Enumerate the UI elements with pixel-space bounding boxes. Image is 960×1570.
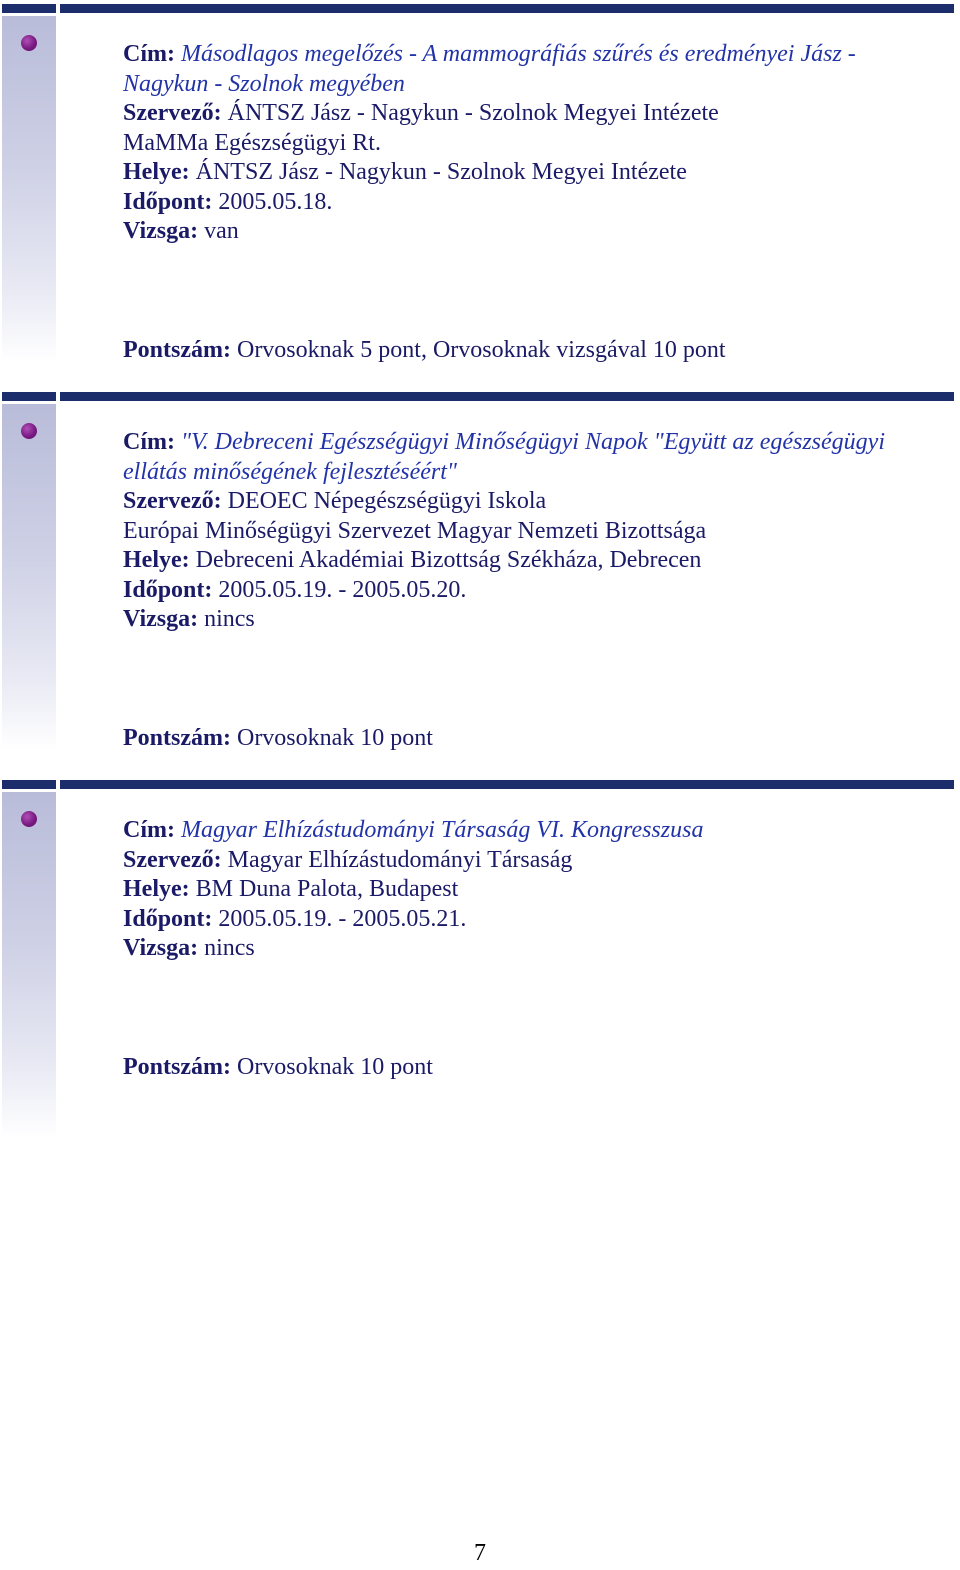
entry-details xyxy=(123,816,953,964)
title-line-2: ellátás minőségének fejlesztéséért" xyxy=(123,458,457,485)
date-line: Időpont: 2005.05.18. xyxy=(123,188,333,215)
bullet-icon xyxy=(21,423,37,439)
title-line: Cím: "V. Debreceni Egészségügyi Minőségügyi Napok "Együtt az egészségügyi xyxy=(123,429,885,455)
event-entry-2 xyxy=(0,392,960,760)
exam-line: Vizsga: van xyxy=(123,218,239,244)
entry-divider-left xyxy=(2,780,56,789)
bullet-icon xyxy=(21,811,37,827)
organizer-line-2: Európai Minőségügyi Szervezet Magyar Nemzeti Bizottsága xyxy=(123,517,707,544)
points-line: Pontszám: Orvosoknak 10 pont xyxy=(123,1054,433,1080)
entry-divider-left xyxy=(2,4,56,13)
entry-divider-right xyxy=(60,392,954,401)
organizer-line: Szervező: Magyar Elhízástudományi Társaság xyxy=(123,846,573,873)
entry-divider-right xyxy=(60,780,954,789)
title-line: Cím: Magyar Elhízástudományi Társaság VI. Kongresszusa xyxy=(123,817,704,843)
organizer-line: Szervező: ÁNTSZ Jász - Nagykun - Szolnok Megyei Intézete xyxy=(123,100,719,126)
bullet-icon xyxy=(21,35,37,51)
page-number: 7 xyxy=(474,1540,486,1566)
title-line-2: Nagykun - Szolnok megyében xyxy=(123,70,405,97)
entry-sidebar xyxy=(2,792,56,1138)
entry-divider-left xyxy=(2,392,56,401)
event-entry-1 xyxy=(0,4,960,372)
organizer-line: Szervező: DEOEC Népegészségügyi Iskola xyxy=(123,488,547,514)
entry-details xyxy=(123,40,953,247)
entry-details xyxy=(123,428,953,635)
date-line: Időpont: 2005.05.19. - 2005.05.21. xyxy=(123,905,467,932)
entry-divider-right xyxy=(60,4,954,13)
points-line: Pontszám: Orvosoknak 5 pont, Orvosoknak vizsgával 10 pont xyxy=(123,337,726,363)
location-line: Helye: Debreceni Akadémiai Bizottság Székháza, Debrecen xyxy=(123,547,702,573)
organizer-line-2: MaMMa Egészségügyi Rt. xyxy=(123,129,381,156)
location-line: Helye: BM Duna Palota, Budapest xyxy=(123,876,459,902)
exam-line: Vizsga: nincs xyxy=(123,935,255,961)
event-entry-3 xyxy=(0,780,960,1148)
title-line: Cím: Másodlagos megelőzés - A mammográfiás szűrés és eredményei Jász - xyxy=(123,41,856,67)
exam-line: Vizsga: nincs xyxy=(123,606,255,632)
points-line: Pontszám: Orvosoknak 10 pont xyxy=(123,725,433,751)
entry-sidebar xyxy=(2,16,56,362)
date-line: Időpont: 2005.05.19. - 2005.05.20. xyxy=(123,576,467,603)
entry-sidebar xyxy=(2,404,56,750)
location-line: Helye: ÁNTSZ Jász - Nagykun - Szolnok Megyei Intézete xyxy=(123,159,687,185)
